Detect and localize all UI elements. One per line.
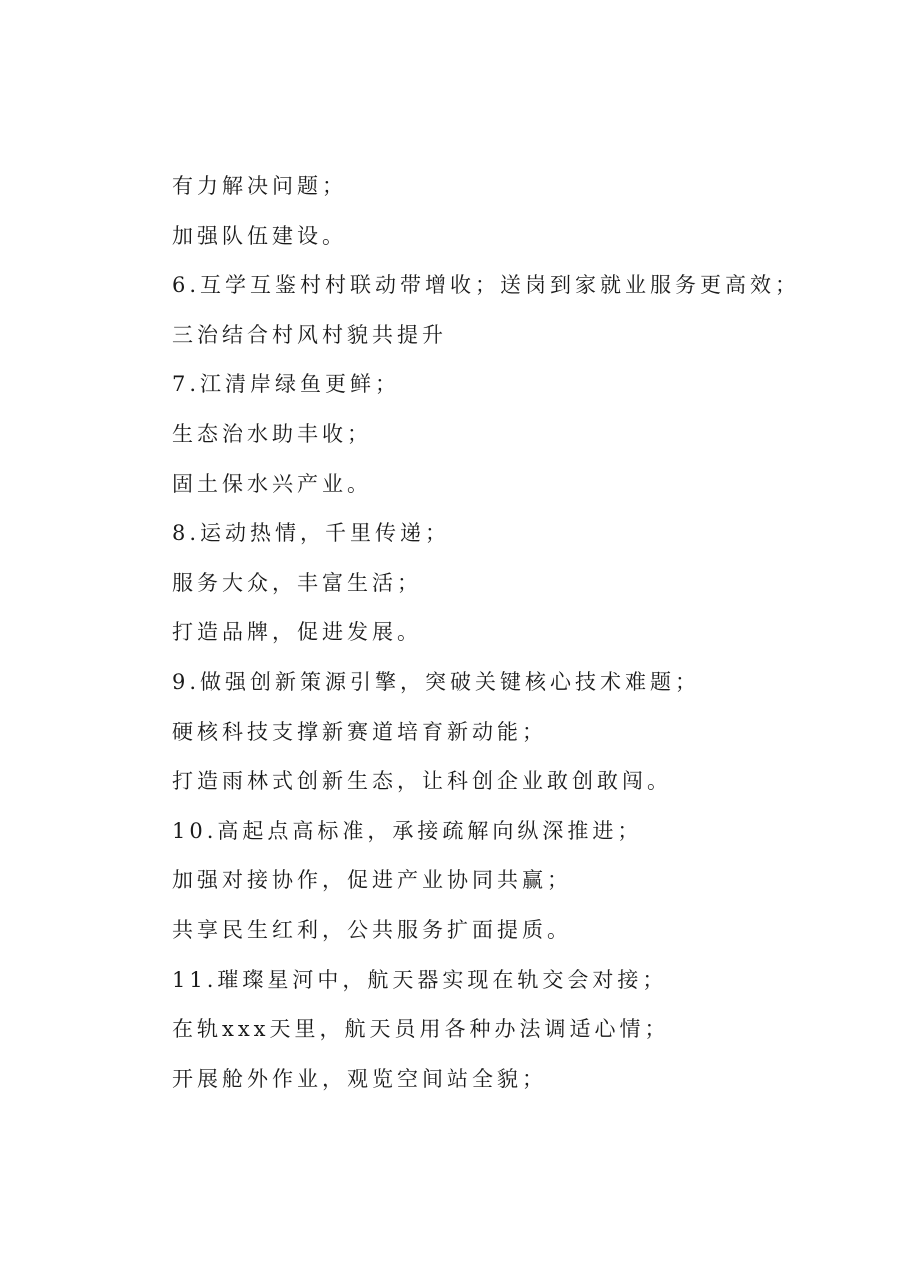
- text-line: 打造雨林式创新生态，让科创企业敢创敢闯。: [172, 769, 672, 794]
- text-line: 开展舱外作业，观览空间站全貌；: [172, 1066, 547, 1091]
- text-line: 10.高起点高标准，承接疏解向纵深推进；: [172, 818, 643, 843]
- text-line: 生态治水助丰收；: [172, 421, 372, 446]
- text-line: 8.运动热情，千里传递；: [172, 521, 451, 546]
- text-line: 7.江清岸绿鱼更鲜；: [172, 372, 401, 397]
- text-line: 有力解决问题；: [172, 174, 347, 198]
- text-line: 11.璀璨星河中，航天器实现在轨交会对接；: [172, 967, 668, 992]
- text-line: 9.做强创新策源引擎，突破关键核心技术难题；: [172, 669, 701, 694]
- text-line: 加强队伍建设。: [172, 223, 347, 248]
- text-line: 在轨xxx天里，航天员用各种办法调适心情；: [172, 1017, 670, 1042]
- document-text-body: [172, 166, 872, 1108]
- text-line: 三治结合村风村貌共提升: [172, 322, 447, 347]
- text-line: 打造品牌，促进发展。: [172, 620, 422, 645]
- text-line: 加强对接协作，促进产业协同共赢；: [172, 868, 572, 893]
- text-line: 硬核科技支撑新赛道培育新动能；: [172, 719, 547, 744]
- text-line: 服务大众，丰富生活；: [172, 570, 422, 595]
- text-line: 共享民生红利，公共服务扩面提质。: [172, 917, 572, 942]
- text-line: 固土保水兴产业。: [172, 471, 372, 496]
- text-line: 6.互学互鉴村村联动带增收；送岗到家就业服务更高效；: [172, 273, 801, 298]
